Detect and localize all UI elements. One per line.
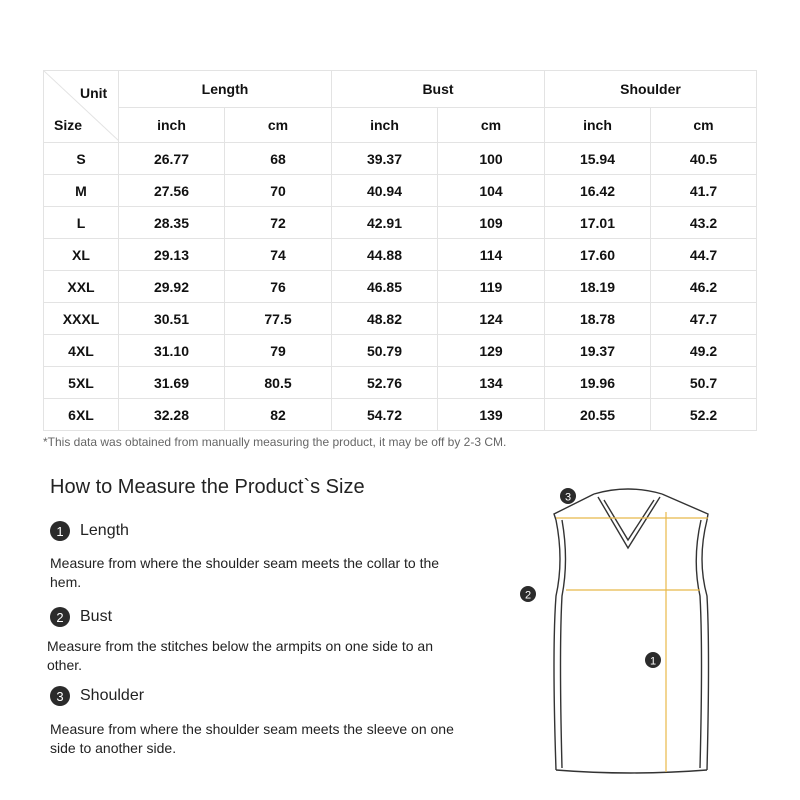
measurement-cell: 19.96 (545, 367, 651, 399)
table-row (44, 303, 757, 335)
unit-header: cm (651, 108, 757, 143)
vest-diagram (510, 480, 730, 780)
table-row (44, 239, 757, 271)
size-cell: XXL (44, 271, 119, 303)
measurement-cell: 76 (225, 271, 332, 303)
size-cell: S (44, 143, 119, 175)
size-cell: 5XL (44, 367, 119, 399)
table-row (44, 367, 757, 399)
step-length (50, 521, 129, 541)
step-shoulder (50, 686, 144, 706)
measurement-cell: 79 (225, 335, 332, 367)
measure-lines (556, 512, 708, 772)
measurement-cell: 80.5 (225, 367, 332, 399)
guide-title: How to Measure the Product`s Size (50, 476, 365, 498)
measurement-cell: 40.5 (651, 143, 757, 175)
size-cell: 4XL (44, 335, 119, 367)
marker-3-label: 3 (564, 491, 572, 504)
size-cell: M (44, 175, 119, 207)
size-chart-table (43, 70, 757, 431)
step-description: Measure from where the shoulder seam meets the sleeve on one side to another side. (50, 721, 454, 756)
measurement-cell: 30.51 (119, 303, 225, 335)
corner-size-label: Size (54, 117, 83, 133)
step-description: Measure from the stitches below the armpits on one side to an other. (47, 638, 433, 673)
step-number-badge: 1 (50, 521, 70, 541)
size-cell: XL (44, 239, 119, 271)
unit-header: inch (119, 108, 225, 143)
measurement-cell: 119 (438, 271, 545, 303)
step-label: Length (80, 522, 129, 539)
measurement-cell: 52.2 (651, 399, 757, 431)
measurement-cell: 74 (225, 239, 332, 271)
measurement-cell: 41.7 (651, 175, 757, 207)
measurement-cell: 16.42 (545, 175, 651, 207)
measurement-cell: 31.69 (119, 367, 225, 399)
header-bust: Bust (332, 71, 545, 108)
table-row (44, 143, 757, 175)
measurement-cell: 114 (438, 239, 545, 271)
table-row (44, 271, 757, 303)
measurement-cell: 50.7 (651, 367, 757, 399)
size-table-body (44, 143, 757, 431)
measurement-cell: 29.92 (119, 271, 225, 303)
unit-header: cm (438, 108, 545, 143)
unit-header: inch (332, 108, 438, 143)
measurement-cell: 17.01 (545, 207, 651, 239)
measurement-cell: 27.56 (119, 175, 225, 207)
step-bust (50, 607, 112, 627)
measurement-cell: 17.60 (545, 239, 651, 271)
measurement-cell: 46.2 (651, 271, 757, 303)
table-row (44, 335, 757, 367)
measurement-cell: 47.7 (651, 303, 757, 335)
measurement-cell: 124 (438, 303, 545, 335)
measurement-cell: 100 (438, 143, 545, 175)
measurement-cell: 44.88 (332, 239, 438, 271)
measurement-cell: 18.19 (545, 271, 651, 303)
measurement-cell: 49.2 (651, 335, 757, 367)
measurement-cell: 70 (225, 175, 332, 207)
table-row (44, 175, 757, 207)
step-label: Bust (80, 608, 113, 625)
size-cell: L (44, 207, 119, 239)
measurement-cell: 18.78 (545, 303, 651, 335)
measurement-cell: 82 (225, 399, 332, 431)
size-cell: XXXL (44, 303, 119, 335)
measurement-cell: 52.76 (332, 367, 438, 399)
unit-header: cm (225, 108, 332, 143)
measurement-cell: 26.77 (119, 143, 225, 175)
corner-unit-label: Unit (80, 85, 108, 101)
measurement-cell: 134 (438, 367, 545, 399)
measurement-cell: 39.37 (332, 143, 438, 175)
measurement-cell: 42.91 (332, 207, 438, 239)
table-row (44, 207, 757, 239)
measurement-cell: 31.10 (119, 335, 225, 367)
step-number-badge: 2 (50, 607, 70, 627)
measurement-cell: 77.5 (225, 303, 332, 335)
measurement-cell: 15.94 (545, 143, 651, 175)
measurement-cell: 139 (438, 399, 545, 431)
measurement-cell: 104 (438, 175, 545, 207)
marker-1-label: 1 (649, 655, 657, 668)
measurement-cell: 20.55 (545, 399, 651, 431)
measurement-cell: 43.2 (651, 207, 757, 239)
header-length: Length (119, 71, 332, 108)
table-row (44, 399, 757, 431)
measurement-cell: 40.94 (332, 175, 438, 207)
header-shoulder: Shoulder (545, 71, 757, 108)
unit-header: inch (545, 108, 651, 143)
step-label: Shoulder (80, 687, 145, 704)
measurement-cell: 29.13 (119, 239, 225, 271)
step-description: Measure from where the shoulder seam meets the collar to the hem. (50, 555, 440, 590)
measurement-cell: 50.79 (332, 335, 438, 367)
measurement-cell: 32.28 (119, 399, 225, 431)
measurement-note: *This data was obtained from manually measuring the product, it may be off by 2-3 CM. (43, 435, 507, 449)
measurement-cell: 129 (438, 335, 545, 367)
measurement-cell: 72 (225, 207, 332, 239)
measurement-cell: 48.82 (332, 303, 438, 335)
measurement-cell: 54.72 (332, 399, 438, 431)
size-cell: 6XL (44, 399, 119, 431)
table-corner-header (44, 71, 119, 143)
measurement-cell: 19.37 (545, 335, 651, 367)
step-number-badge: 3 (50, 686, 70, 706)
vest-outline (554, 489, 709, 773)
measurement-cell: 44.7 (651, 239, 757, 271)
measurement-cell: 28.35 (119, 207, 225, 239)
measurement-cell: 46.85 (332, 271, 438, 303)
marker-2-label: 2 (524, 589, 532, 602)
measurement-cell: 68 (225, 143, 332, 175)
measurement-cell: 109 (438, 207, 545, 239)
